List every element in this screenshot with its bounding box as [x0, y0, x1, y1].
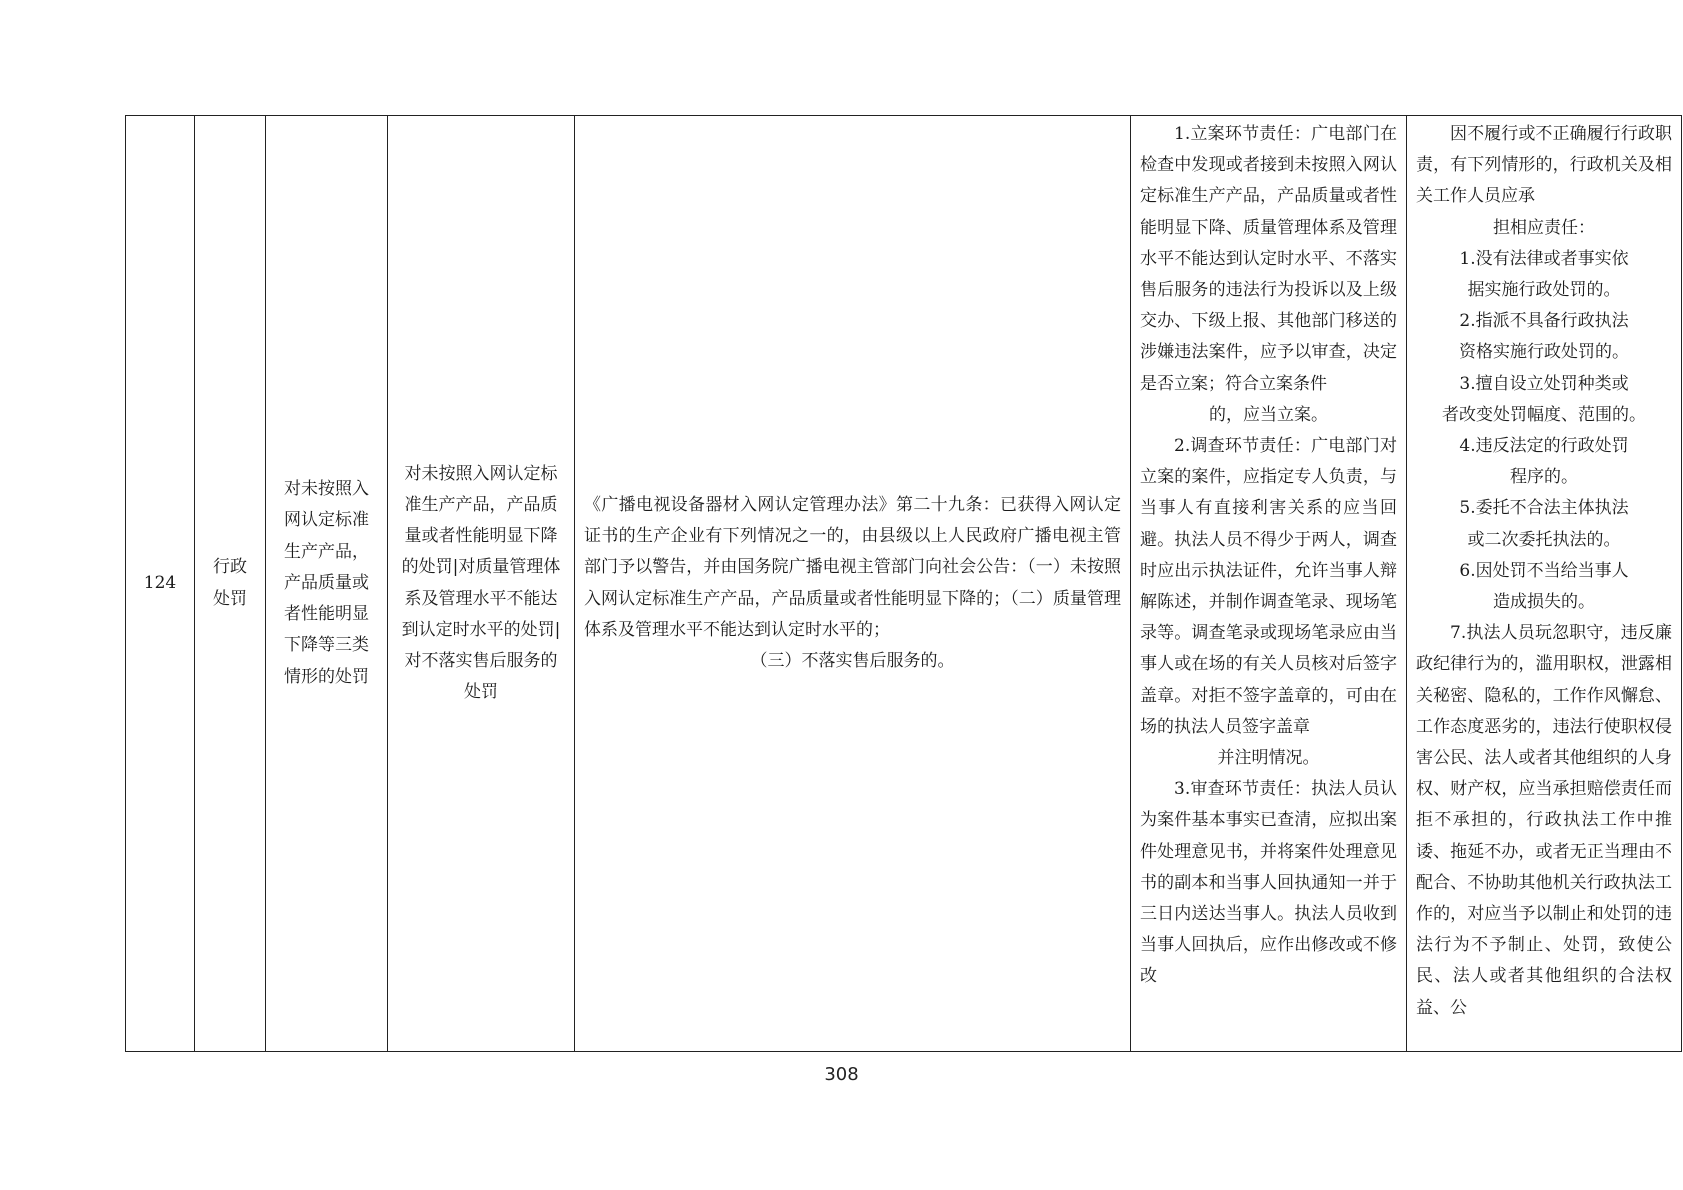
responsibility-review: 3.审查环节责任：执法人员认为案件基本事实已查清，应拟出案件处理意见书，并将案件处理意见书的副本和当事人回执通知一并于三日内送达当事人。执法人员收到当事人回执后，应作出修改或不修改 — [1140, 779, 1397, 987]
accountability-item-6: 6.因处罚不当给当事人 — [1459, 560, 1629, 581]
accountability-item-2: 2.指派不具备行政执法 — [1459, 311, 1629, 332]
accountability-intro-end: 担相应责任： — [1493, 217, 1595, 238]
legal-basis-main: 《广播电视设备器材入网认定管理办法》第二十九条：已获得入网认定证书的生产企业有下列情况之一的，由县级以上人民政府广播电视主管部门予以警告，并由国务院广播电视主管部门向社会公告：（一）未按照入网认定标准生产产品，产品质量或者性能明显下降的；（二）质量管理体系及管理水平不能达到认定时水平的； — [584, 494, 1121, 640]
row-number: 124 — [143, 572, 177, 593]
row-number-cell — [126, 116, 195, 1052]
category: 行政处罚 — [213, 557, 247, 609]
accountability-item-1: 1.没有法律或者事实依 — [1459, 248, 1629, 269]
accountability-item-7: 7.执法人员玩忽职守，违反廉政纪律行为的，滥用职权，泄露相关秘密、隐私的，工作作风懈怠、工作态度恶劣的，违法行使职权侵害公民、法人或者其他组织的人身权、财产权，应当承担赔偿责任而拒不承担的，行政执法工作中推诿、拖延不办，或者无正当理由不配合、不协助其他机关行政执法工作的，对应当予以制止和处罚的违法行为不予制止、处罚，致使公民、法人或者其他组织的合法权益、公 — [1416, 623, 1672, 1018]
accountability-item-4-end: 程序的。 — [1510, 467, 1578, 488]
table-row — [126, 116, 1682, 1052]
accountability-item-4: 4.违反法定的行政处罚 — [1459, 436, 1629, 457]
responsibility-investigation: 2.调查环节责任：广电部门对立案的案件，应指定专人负责，与当事人有直接利害关系的应当回避。执法人员不得少于两人，调查时应出示执法证件，允许当事人辩解陈述，并制作调查笔录、现场笔录等。调查笔录或现场笔录应由当事人或在场的有关人员核对后签字盖章。对拒不签字盖章的，可由在场的执法人员签字盖章 — [1140, 436, 1397, 737]
accountability-item-1-end: 据实施行政处罚的。 — [1467, 280, 1621, 301]
accountability-item-3-end: 者改变处罚幅度、范围的。 — [1442, 404, 1646, 425]
responsibility-cell — [1131, 116, 1407, 1052]
item-name: 对未按照入网认定标准生产产品，产品质量或者性能明显下降等三类情形的处罚 — [284, 479, 369, 687]
legal-basis-cell — [575, 116, 1131, 1052]
power-list-table — [125, 115, 1682, 1052]
accountability-item-5-end: 或二次委托执法的。 — [1467, 529, 1621, 550]
responsibility-filing: 1.立案环节责任：广电部门在检查中发现或者接到未按照入网认定标准生产产品，产品质量或者性能明显下降、质量管理体系及管理水平不能达到认定时水平、不落实售后服务的违法行为投诉以及上级交办、下级上报、其他部门移送的涉嫌违法案件，应予以审查，决定是否立案；符合立案条件 — [1140, 124, 1397, 394]
sub-items-cell — [388, 116, 575, 1052]
accountability-item-5: 5.委托不合法主体执法 — [1459, 498, 1629, 519]
accountability-item-3: 3.擅自设立处罚种类或 — [1459, 373, 1629, 394]
page-number: 308 — [824, 1064, 859, 1085]
item-name-cell — [266, 116, 388, 1052]
sub-items: 对未按照入网认定标准生产产品，产品质量或者性能明显下降的处罚|对质量管理体系及管理水平不能达到认定时水平的处罚|对不落实售后服务的处罚 — [401, 463, 561, 703]
accountability-item-2-end: 资格实施行政处罚的。 — [1459, 342, 1629, 363]
category-cell — [195, 116, 266, 1052]
responsibility-filing-end: 的，应当立案。 — [1209, 404, 1328, 425]
responsibility-investigation-end: 并注明情况。 — [1217, 748, 1320, 769]
accountability-cell — [1407, 116, 1682, 1052]
accountability-item-6-end: 造成损失的。 — [1493, 592, 1595, 613]
accountability-intro: 因不履行或不正确履行行政职责，有下列情形的，行政机关及相关工作人员应承 — [1416, 124, 1672, 207]
legal-basis-tail: （三）不落实售后服务的。 — [750, 650, 955, 671]
